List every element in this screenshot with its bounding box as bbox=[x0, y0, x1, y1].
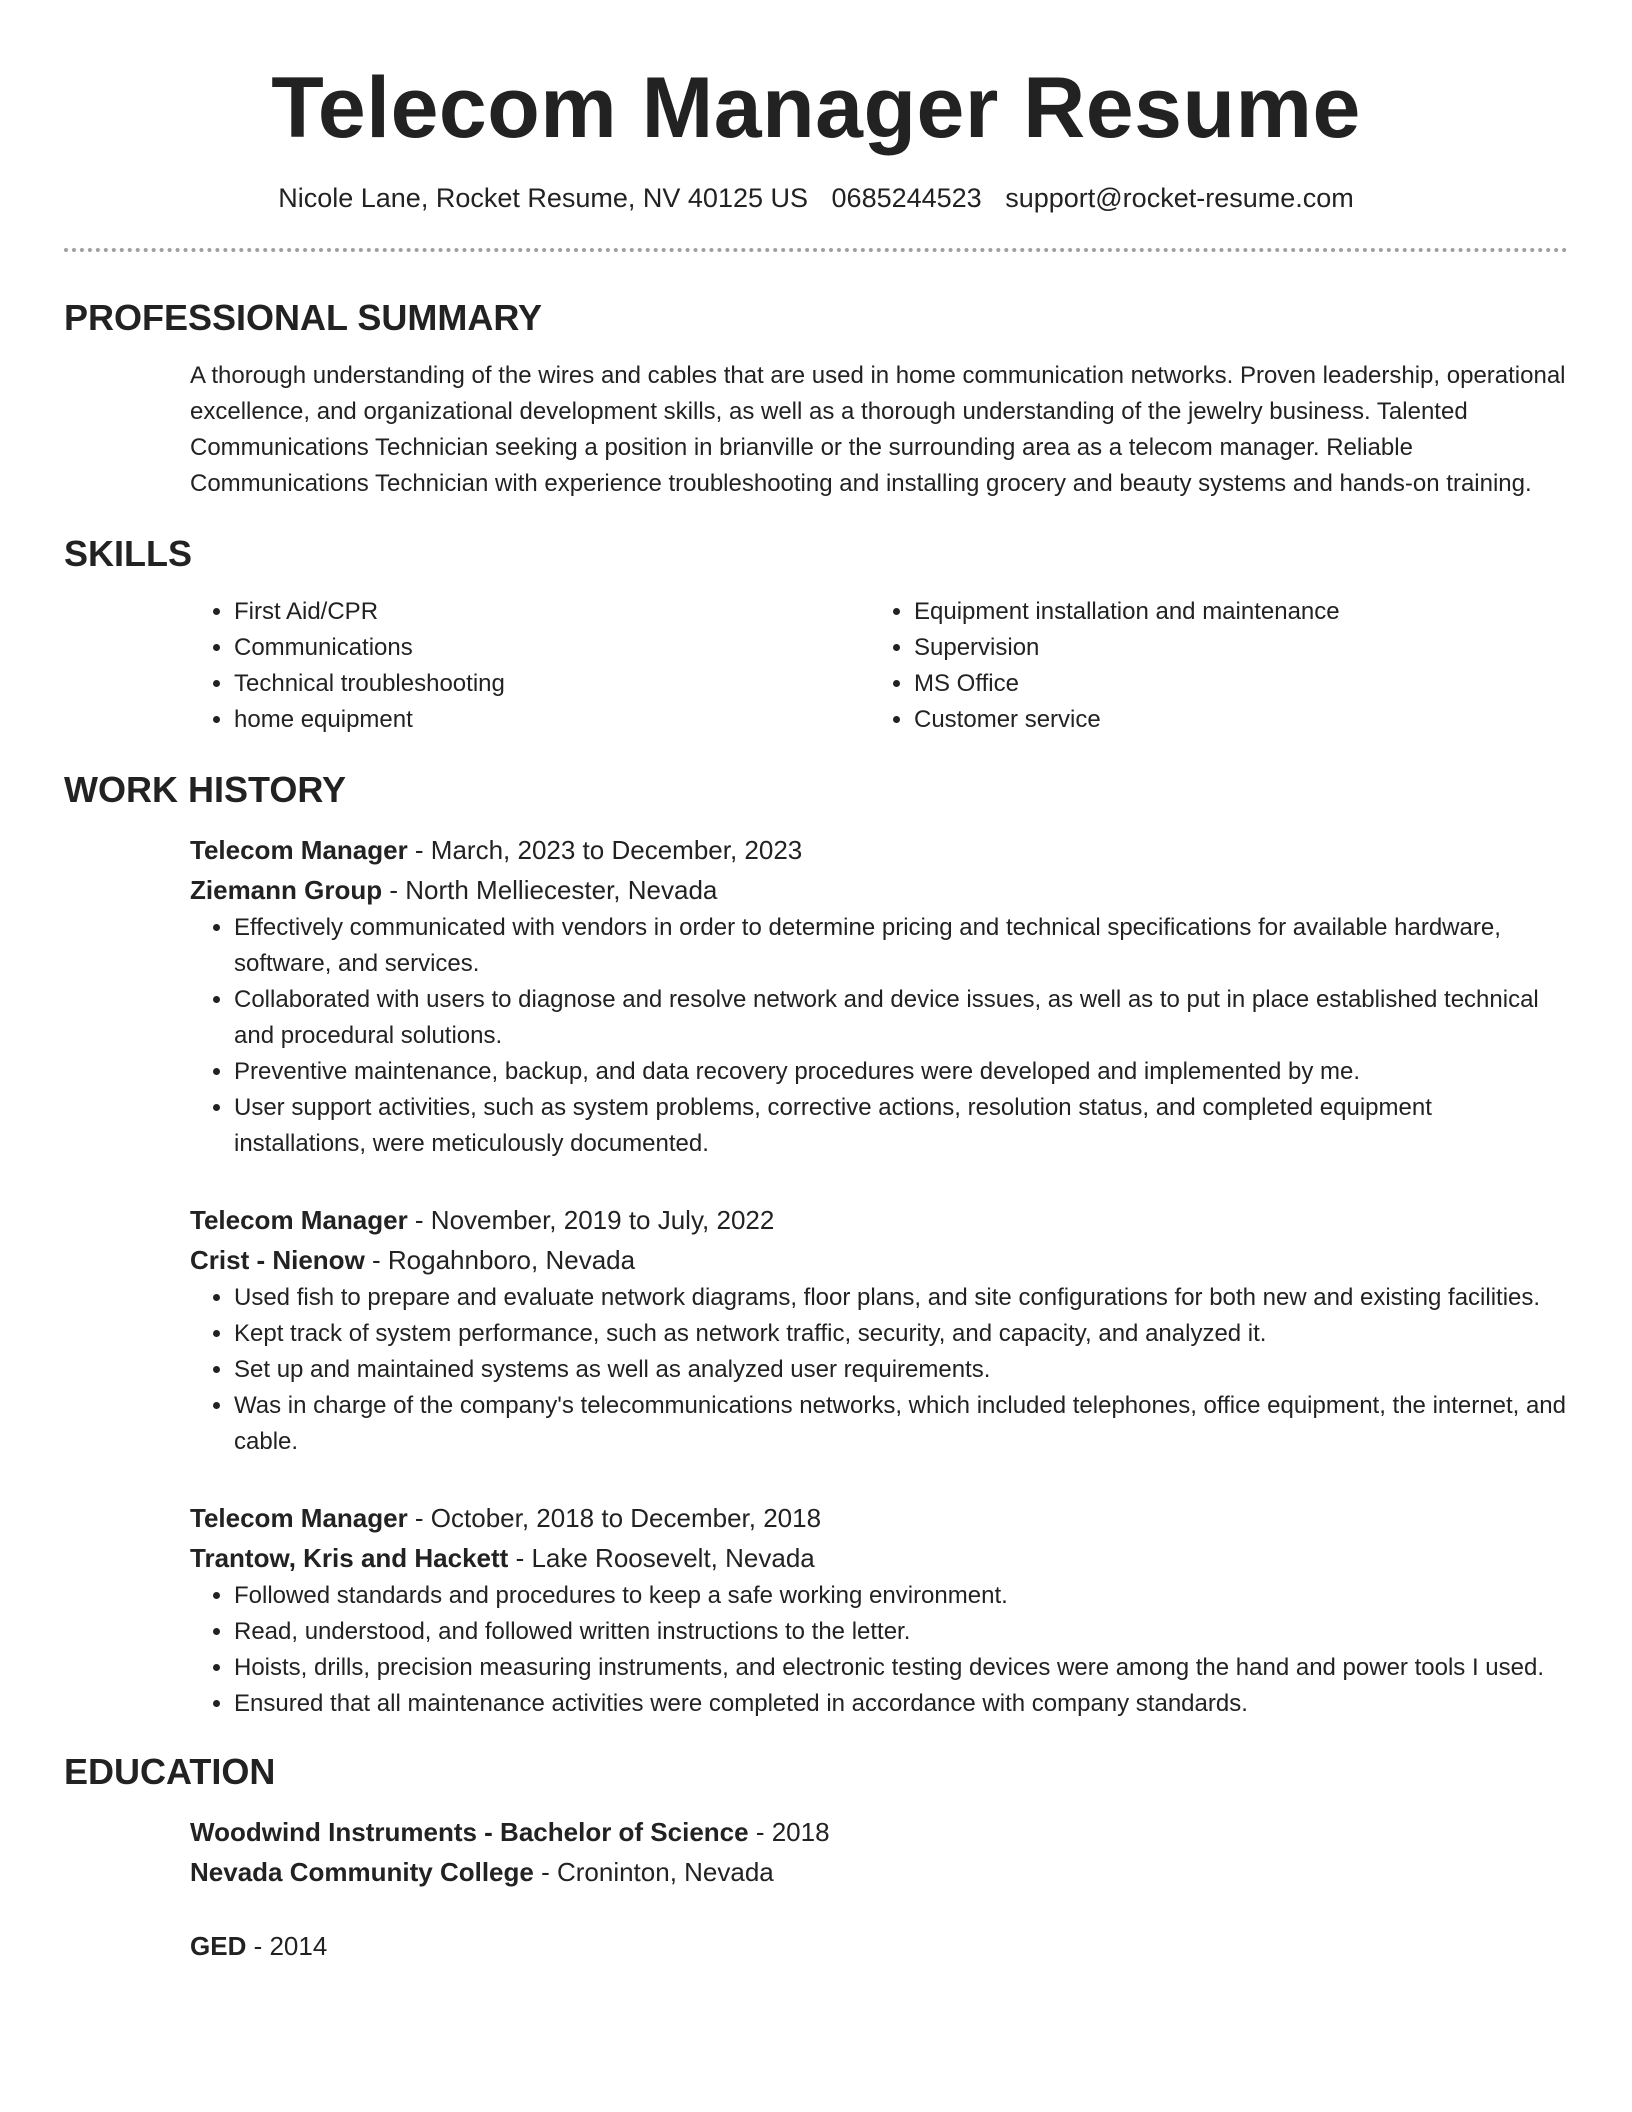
job-company-line bbox=[190, 1240, 1568, 1280]
job-title-line bbox=[190, 830, 1568, 870]
job-bullets bbox=[190, 1280, 1568, 1460]
skills-grid bbox=[190, 594, 1568, 738]
summary-section bbox=[64, 296, 1568, 502]
job-dates: - March, 2023 to December, 2023 bbox=[407, 835, 803, 865]
education-section bbox=[64, 1750, 1568, 1966]
job-bullet: • Collaborated with users to diagnose and resolve network and device issues, as well as to put in place established technical and procedural solutions. bbox=[234, 982, 1568, 1054]
work-history-section bbox=[64, 768, 1568, 1722]
skill-item: • First Aid/CPR bbox=[234, 594, 870, 630]
job-entry bbox=[190, 1200, 1568, 1460]
education-school-line bbox=[190, 1852, 1568, 1892]
summary-heading: PROFESSIONAL SUMMARY bbox=[64, 297, 543, 338]
job-bullet: • Kept track of system performance, such as network traffic, security, and capacity, and analyzed it. bbox=[234, 1316, 1568, 1352]
summary-text: A thorough understanding of the wires and cables that are used in home communication networks. Proven leadership, operational excellence, and organizational development skills, as well as a thorough understanding of the jewelry business. Talented Communications Technician seeking a position in brianville or the surrounding area as a telecom manager. Reliable Communications Technician with experience troubleshooting and installing grocery and beauty systems and hands-on training. bbox=[190, 362, 1566, 497]
contact-email: support@rocket-resume.com bbox=[1005, 183, 1354, 213]
job-bullet: • User support activities, such as system problems, corrective actions, resolution status, and completed equipment installations, were meticulously documented. bbox=[234, 1090, 1568, 1162]
resume-page bbox=[64, 0, 1568, 1966]
job-bullets bbox=[190, 910, 1568, 1162]
job-title-line bbox=[190, 1200, 1568, 1240]
job-bullet: • Preventive maintenance, backup, and data recovery procedures were developed and implemented by me. bbox=[234, 1054, 1568, 1090]
job-bullet: • Followed standards and procedures to keep a safe working environment. bbox=[234, 1578, 1568, 1614]
job-dates: - November, 2019 to July, 2022 bbox=[407, 1205, 775, 1235]
job-bullets bbox=[190, 1578, 1568, 1722]
job-bullet: • Hoists, drills, precision measuring instruments, and electronic testing devices were among the hand and power tools I used. bbox=[234, 1650, 1568, 1686]
job-dates: - October, 2018 to December, 2018 bbox=[407, 1503, 822, 1533]
job-bullet: • Read, understood, and followed written instructions to the letter. bbox=[234, 1614, 1568, 1650]
job-company: Crist - Nienow bbox=[190, 1245, 365, 1275]
job-title: Telecom Manager bbox=[190, 1205, 408, 1235]
skills-list-left bbox=[190, 594, 870, 738]
job-company: Ziemann Group bbox=[190, 875, 383, 905]
education-degree: GED bbox=[190, 1931, 247, 1961]
education-heading: EDUCATION bbox=[64, 1751, 276, 1792]
education-degree-line bbox=[190, 1812, 1568, 1852]
education-entry bbox=[190, 1812, 1568, 1892]
education-degree-line bbox=[190, 1926, 1568, 1966]
skill-item: • Technical troubleshooting bbox=[234, 666, 870, 702]
work-history-heading: WORK HISTORY bbox=[64, 769, 347, 810]
header-divider bbox=[64, 248, 1568, 252]
job-entry bbox=[190, 1498, 1568, 1722]
education-location: - Croninton, Nevada bbox=[533, 1857, 774, 1887]
contact-address: Nicole Lane, Rocket Resume, NV 40125 US bbox=[278, 183, 809, 213]
job-title-line bbox=[190, 1498, 1568, 1538]
education-entry bbox=[190, 1926, 1568, 1966]
job-company: Trantow, Kris and Hackett bbox=[190, 1543, 509, 1573]
skill-item: • Communications bbox=[234, 630, 870, 666]
job-title: Telecom Manager bbox=[190, 835, 408, 865]
job-bullet: • Was in charge of the company's telecommunications networks, which included telephones, office equipment, the internet, and cable. bbox=[234, 1388, 1568, 1460]
skill-item: • home equipment bbox=[234, 702, 870, 738]
job-entry bbox=[190, 830, 1568, 1162]
education-degree: Woodwind Instruments - Bachelor of Science bbox=[190, 1817, 749, 1847]
job-company-line bbox=[190, 870, 1568, 910]
job-location: - Lake Roosevelt, Nevada bbox=[508, 1543, 815, 1573]
education-school: Nevada Community College bbox=[190, 1857, 534, 1887]
skill-item: • Supervision bbox=[914, 630, 1550, 666]
resume-title: Telecom Manager Resume bbox=[271, 60, 1361, 156]
skill-item: • Equipment installation and maintenance bbox=[914, 594, 1550, 630]
education-year: - 2014 bbox=[246, 1931, 328, 1961]
job-location: - Rogahnboro, Nevada bbox=[364, 1245, 636, 1275]
job-bullet: • Used fish to prepare and evaluate network diagrams, floor plans, and site configurations for both new and existing facilities. bbox=[234, 1280, 1568, 1316]
skills-list-right bbox=[870, 594, 1550, 738]
job-title: Telecom Manager bbox=[190, 1503, 408, 1533]
education-year: - 2018 bbox=[748, 1817, 830, 1847]
skill-item: • Customer service bbox=[914, 702, 1550, 738]
skills-section bbox=[64, 532, 1568, 738]
skills-heading: SKILLS bbox=[64, 533, 193, 574]
job-bullet: • Effectively communicated with vendors in order to determine pricing and technical specifications for available hardware, software, and services. bbox=[234, 910, 1568, 982]
skill-item: • MS Office bbox=[914, 666, 1550, 702]
job-location: - North Melliecester, Nevada bbox=[382, 875, 718, 905]
job-company-line bbox=[190, 1538, 1568, 1578]
contact-phone: 0685244523 bbox=[831, 183, 982, 213]
job-bullet: • Set up and maintained systems as well as analyzed user requirements. bbox=[234, 1352, 1568, 1388]
job-bullet: • Ensured that all maintenance activities were completed in accordance with company standards. bbox=[234, 1686, 1568, 1722]
contact-line bbox=[64, 180, 1568, 216]
